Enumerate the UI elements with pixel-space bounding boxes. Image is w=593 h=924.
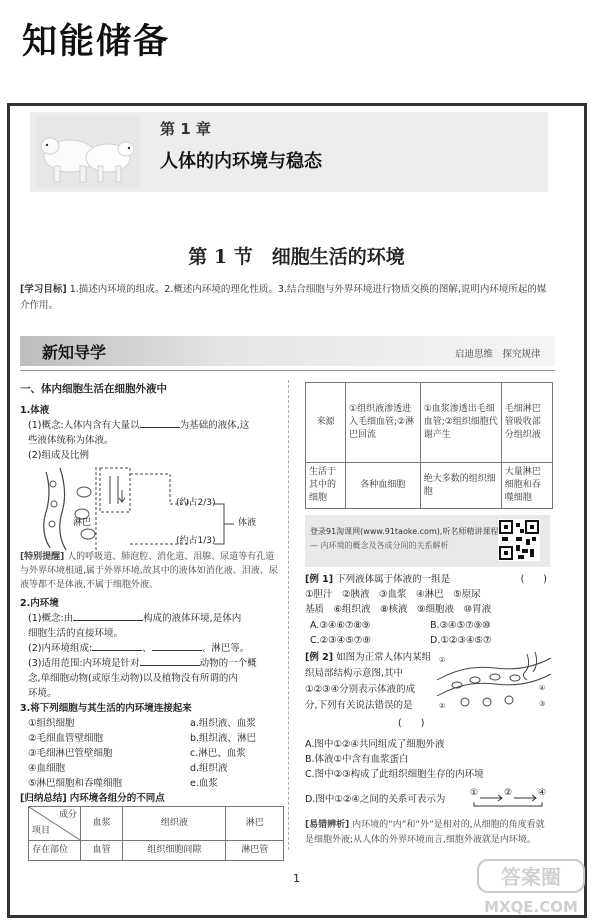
match-right-4: e.血浆	[190, 778, 218, 789]
column-divider	[288, 380, 289, 850]
fraction: 1/3	[197, 536, 212, 546]
learning-goals-tag: [学习目标]	[20, 284, 67, 295]
example-2-option-b[interactable]: B.体液①中含有血浆蛋白	[305, 754, 409, 765]
example-1-items-l1: ①胆汁 ②胰液 ③血浆 ④淋巴 ⑤原尿	[305, 589, 481, 600]
blank[interactable]	[140, 418, 180, 428]
match-right-3: d.组织液	[190, 763, 228, 774]
example-1-option-d[interactable]: D.①②③④⑤⑦	[430, 635, 492, 646]
tissue-structure-diagram	[435, 650, 553, 710]
blank[interactable]	[152, 641, 202, 651]
example-1-question: 下列液体属于体液的一组是	[336, 574, 451, 585]
internal-env-scope-l2: 念,单细胞动物(或原生动物)以及植物没有所谓的内	[28, 673, 238, 684]
svg-text:①: ①	[439, 656, 446, 664]
col-plasma: 血浆	[81, 807, 123, 841]
text-span: 、	[142, 643, 152, 654]
relation-node-2: ②	[504, 788, 513, 798]
example-1-option-b[interactable]: B.③④⑤⑦⑨⑩	[430, 620, 491, 631]
internal-env-concept	[28, 611, 283, 626]
cell-lymph-cells: 大量淋巴细胞和吞噬细胞	[501, 463, 552, 509]
comparison-table-part2	[305, 382, 553, 509]
text-span: )	[212, 536, 216, 546]
ratio-2	[176, 534, 216, 549]
example-1-option-a[interactable]: A.③④⑥⑦⑧⑨	[310, 620, 371, 631]
cell-plasma-location: 血管	[81, 841, 123, 861]
error-analysis	[305, 818, 553, 848]
cell-plasma-cells: 各种血细胞	[346, 463, 421, 509]
example-2-tag: [例 2]	[305, 652, 334, 663]
col-tissue-fluid: 组织液	[123, 807, 226, 841]
internal-env-composition	[28, 641, 249, 656]
body-fluid-concept	[28, 418, 283, 433]
corner-top: 成分	[58, 810, 77, 820]
example-2-option-d[interactable]: D.图中①②④之间的关系可表示为	[305, 794, 446, 805]
example-2-answer-paren[interactable]: ( )	[398, 718, 425, 729]
match-right-2: c.淋巴、血浆	[190, 748, 246, 759]
error-analysis-tag: [易错辨析]	[305, 820, 350, 830]
text-span: 动物的一个概	[199, 658, 257, 669]
chapter-number: 第 1 章	[160, 120, 211, 138]
match-left-1: ②毛细血管壁细胞	[28, 733, 104, 744]
example-2-line2: 织局部结构示意图,其中	[305, 668, 404, 679]
cell-tissue-location: 组织细胞间隙	[123, 841, 226, 861]
item-matching: 3.将下列细胞与其生活的内环境连接起来	[20, 703, 192, 714]
watermark-line2: MXQE.COM	[484, 898, 578, 916]
special-tip-tag: [特别提醒]	[20, 552, 65, 562]
error-analysis-text: 内环境的“内”和“外”是相对的,从细胞的角度看就是细胞外液;从人体的外界环境而言,细胞外液就是内环境。	[305, 820, 545, 845]
text-span: )	[212, 498, 216, 508]
site-watermark-logo	[472, 856, 590, 918]
cell-plasma-source: ①组织液渗透进入毛细血管;②淋巴回流	[346, 383, 421, 463]
learning-goals	[20, 282, 555, 314]
body-fluid-concept-l2: 些液体统称为体液。	[28, 435, 114, 446]
text-span: (1)概念:人体内含有大量以	[28, 420, 140, 431]
text-span: (3)适用范围:内环境是针对	[28, 658, 140, 669]
example-2-line1	[305, 650, 431, 665]
summary-heading	[20, 791, 165, 806]
table-corner	[29, 807, 81, 841]
chapter-title: 人体的内环境与稳态	[160, 151, 322, 172]
summary-title: 内环境各组分的不同点	[69, 793, 165, 804]
fraction: 2/3	[197, 498, 212, 508]
svg-text:④: ④	[539, 684, 546, 692]
cell-tissue-source: ①血浆渗透出毛细血管;②组织细胞代谢产生	[420, 383, 501, 463]
svg-text:②: ②	[439, 702, 446, 710]
text-span: 为基础的液体,这	[179, 420, 250, 431]
example-2-option-a[interactable]: A.图中①②④共同组成了细胞外液	[305, 739, 445, 750]
blank[interactable]	[140, 656, 200, 666]
text-span: (1)概念:由	[28, 613, 74, 624]
qr-code-icon[interactable]	[498, 518, 540, 562]
text-span: 、淋巴等。	[201, 643, 250, 654]
subsection-1-title: 一、体内细胞生活在细胞外液中	[20, 383, 167, 395]
corner-bottom: 项目	[32, 826, 51, 836]
cell-lymph-source: 毛细淋巴管吸收部分组织液	[501, 383, 552, 463]
watermark-line1: 答案圈	[501, 865, 561, 889]
course-promo-line1: 登录91淘课网(www.91taoke.com),听名师精讲课程	[310, 527, 499, 536]
match-right-1: b.组织液、淋巴	[190, 733, 257, 744]
col-lymph: 淋巴	[226, 807, 284, 841]
match-left-0: ①组织细胞	[28, 718, 75, 729]
example-2-line4: 分,下列有关说法错误的是	[305, 700, 413, 711]
row-label-source: 来源	[306, 383, 346, 463]
internal-env-concept-l2: 细胞生活的直接环境。	[28, 628, 124, 639]
item-internal-environment: 2.内环境	[20, 598, 59, 609]
comparison-table-part1	[28, 806, 284, 861]
svg-text:③: ③	[539, 700, 546, 708]
banner-rule	[20, 370, 555, 371]
example-2-option-c[interactable]: C.图中②③构成了此组织细胞生存的内环境	[305, 769, 484, 780]
text-span: (约占	[176, 498, 198, 508]
text-span: (2)内环境组成:	[28, 643, 93, 654]
page-number: 1	[293, 872, 300, 885]
answer-paren[interactable]: ( )	[520, 574, 547, 585]
polar-bear-photo	[36, 116, 140, 188]
example-2-line3: ①②③④分别表示体液的成	[305, 684, 416, 695]
match-left-2: ③毛细淋巴管壁细胞	[28, 748, 113, 759]
ratio-1	[176, 496, 216, 511]
course-promo-line2: — 内环境的概念及各成分间的关系解析	[310, 541, 449, 550]
match-left-4: ⑤淋巴细胞和吞噬细胞	[28, 778, 123, 789]
internal-env-scope-l3: 环境。	[28, 688, 57, 699]
example-1-tag: [例 1]	[305, 574, 334, 585]
cell-lymph-location: 淋巴管	[226, 841, 284, 861]
match-left-3: ④血细胞	[28, 763, 66, 774]
row-label-location: 存在部位	[29, 841, 81, 861]
blank[interactable]	[92, 641, 142, 651]
banner-title: 新知导学	[42, 343, 107, 362]
row-label-cells: 生活于其中的细胞	[306, 463, 346, 509]
relation-node-4: ④	[538, 788, 547, 798]
body-fluid-label: 体液	[238, 518, 257, 528]
body-fluid-composition: (2)组成及比例	[28, 450, 89, 461]
cell-tissue-cells: 绝大多数的组织细胞	[420, 463, 501, 509]
section-title: 第 1 节 细胞生活的环境	[188, 246, 405, 268]
text-span: 如图为正常人体内某组	[336, 652, 432, 663]
banner-subtitle: 启迪思维 探究规律	[455, 349, 541, 360]
relation-node-1: ①	[470, 788, 479, 798]
page-heading: 知能储备	[22, 22, 171, 62]
example-1-stem	[305, 572, 553, 587]
relation-arrows	[470, 794, 550, 808]
example-1-items-l2: 基质 ⑥组织液 ⑧核液 ⑨细胞液 ⑩胃液	[305, 604, 492, 615]
learning-goals-text: 1.描述内环境的组成。2.概述内环境的理化性质。3.结合细胞与外界环境进行物质交换的图解,说明内环境所起的媒介作用。	[20, 284, 547, 311]
special-tip-text: 人的呼吸道、肺泡腔、消化道、泪腺、尿道等有孔道与外界环境相通,属于外界环境,故其中的液体如消化液、泪液、尿液等都不是体液,不属于细胞外液。	[20, 552, 278, 590]
body-fluid-diagram	[38, 462, 278, 552]
text-span: (约占	[176, 536, 198, 546]
lymph-label: 淋巴	[73, 518, 92, 528]
internal-env-scope	[28, 656, 283, 671]
item-body-fluid: 1.体液	[20, 405, 50, 416]
match-right-0: a.组织液、血浆	[190, 718, 256, 729]
example-1-option-c[interactable]: C.②③④⑤⑦⑨	[310, 635, 371, 646]
relation-diagram	[470, 786, 550, 810]
summary-tag: [归纳总结]	[20, 793, 67, 804]
text-span: 构成的液体环境,是体内	[143, 613, 242, 624]
special-tip	[20, 550, 282, 592]
blank[interactable]	[73, 611, 143, 621]
